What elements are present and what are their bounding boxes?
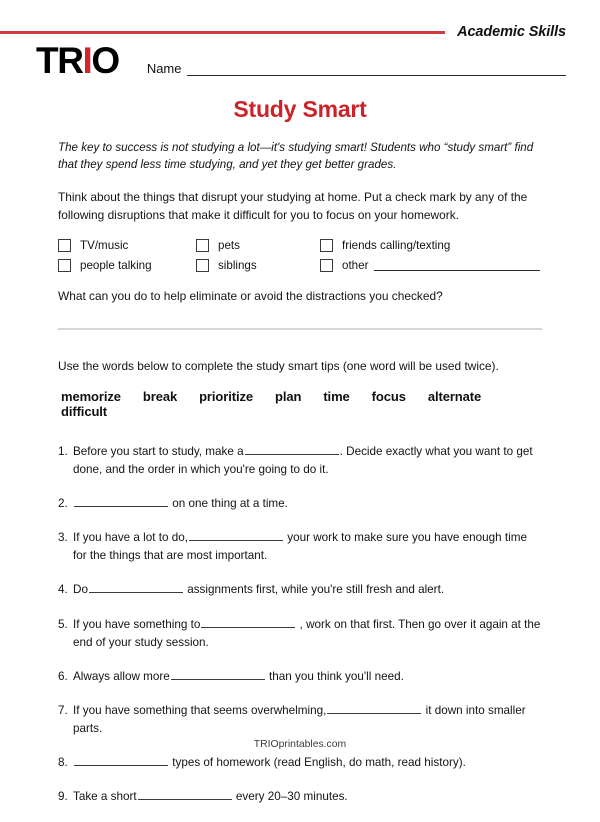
item-number: 2. (58, 497, 68, 510)
list-item (58, 443, 542, 479)
disruptions-checkbox-grid (58, 239, 542, 272)
item-number: 9. (58, 790, 68, 804)
answer-blank[interactable] (327, 702, 421, 714)
item-text-before: Take a short (73, 790, 137, 804)
header-red-rule (0, 31, 445, 34)
logo-text-i: I (82, 40, 92, 81)
item-text-after: on one thing at a time. (169, 497, 288, 510)
answer-blank[interactable] (89, 582, 183, 594)
list-item (58, 668, 542, 686)
answer-blank[interactable] (74, 495, 168, 507)
item-text (73, 788, 542, 806)
checkbox-item-pets[interactable] (196, 239, 320, 252)
answer-blank[interactable] (138, 789, 232, 801)
checkbox-item-siblings[interactable] (196, 259, 320, 272)
list-item (58, 788, 542, 806)
item-number: 6. (58, 669, 68, 683)
word-bank (58, 389, 542, 419)
item-text-after: your work to make sure you have enough time for the things that are most important. (73, 531, 527, 563)
checkbox-label: siblings (218, 259, 257, 273)
word-bank-item: memorize (61, 388, 121, 404)
category-label: Academic Skills (457, 24, 566, 40)
logo-and-name-row (36, 42, 566, 80)
item-number: 7. (58, 703, 68, 717)
fill-in-the-blank-list (58, 443, 542, 807)
checkbox-label: friends calling/texting (342, 239, 451, 253)
intro-paragraph: The key to success is not studying a lot—it's studying smart! Students who “study smart” find that they spend less time studying, and yet they get better grades. (58, 141, 534, 172)
item-text (73, 702, 542, 738)
checkbox-label: TV/music (80, 239, 129, 253)
page-header (0, 0, 600, 92)
list-item (58, 616, 542, 652)
item-text-before: If you have something that seems overwhelming, (73, 703, 327, 717)
list-item (58, 581, 542, 599)
wordbank-instructions: Use the words below to complete the study smart tips (one word will be used twice). (58, 358, 499, 373)
section-divider (58, 328, 542, 330)
item-number: 1. (58, 444, 68, 458)
header-rule-row (0, 24, 600, 40)
footer (0, 739, 600, 750)
answer-blank[interactable] (171, 668, 265, 680)
item-text-after: . Decide exactly what you want to get done, and the order in which you're going to do it. (73, 444, 533, 476)
list-item (58, 754, 542, 772)
name-label: Name (146, 61, 182, 76)
checkbox-label: pets (218, 239, 240, 253)
other-write-in-line[interactable] (374, 260, 540, 271)
instructions-paragraph: Think about the things that disrupt your studying at home. Put a check mark by any of the following disruptions that make it difficult for you to focus on your homework. (58, 190, 528, 223)
word-bank-item: plan (275, 388, 302, 404)
checkbox-icon[interactable] (58, 239, 71, 252)
answer-blank[interactable] (201, 616, 295, 628)
item-text-before: Before you start to study, make a (73, 444, 244, 458)
item-number: 4. (58, 583, 68, 597)
item-text-after: , work on that first. Then go over it again at the end of your study session. (73, 617, 541, 649)
item-text (73, 616, 542, 652)
checkbox-item-friends-calling-texting[interactable] (320, 239, 542, 252)
answer-blank[interactable] (189, 529, 283, 541)
word-bank-item: break (142, 388, 178, 404)
item-text-before: Always allow more (73, 669, 170, 683)
item-number: 8. (58, 756, 68, 770)
logo-text-o: O (91, 40, 119, 81)
word-bank-item: difficult (61, 403, 108, 419)
item-text (73, 529, 542, 565)
item-text-after: assignments first, while you're still fresh and alert. (183, 583, 445, 597)
checkbox-item-tv-music[interactable] (58, 239, 196, 252)
checkbox-icon[interactable] (320, 259, 333, 272)
worksheet-body (58, 96, 542, 822)
word-bank-item: time (323, 388, 350, 404)
item-text-after: than you think you'll need. (265, 669, 404, 683)
item-text-after: types of homework (read English, do math, read history). (169, 756, 466, 770)
answer-blank[interactable] (245, 443, 339, 455)
checkbox-icon[interactable] (320, 239, 333, 252)
trio-logo (36, 42, 119, 80)
name-field-group (119, 61, 566, 80)
item-text-before: If you have something to (73, 617, 201, 631)
name-write-in-line[interactable] (187, 63, 567, 76)
page-title: Study Smart (233, 96, 367, 122)
item-text (73, 754, 542, 772)
item-text-after: it down into smaller parts. (73, 703, 526, 735)
word-bank-item: focus (371, 388, 406, 404)
footer-site-label: TRIOprintables.com (253, 739, 347, 750)
item-text-before: Do (73, 583, 88, 597)
word-bank-item: prioritize (199, 388, 253, 404)
checkbox-icon[interactable] (58, 259, 71, 272)
list-item (58, 702, 542, 738)
checkbox-icon[interactable] (196, 239, 209, 252)
item-text-after: every 20–30 minutes. (232, 790, 348, 804)
checkbox-item-other[interactable] (320, 259, 542, 272)
logo-text-tr: TR (36, 40, 83, 81)
item-number: 3. (58, 531, 68, 545)
checkbox-icon[interactable] (196, 259, 209, 272)
list-item (58, 495, 542, 513)
open-response-question: What can you do to help eliminate or avoid the distractions you checked? (58, 289, 443, 304)
item-text-before: If you have a lot to do, (73, 531, 189, 545)
list-item (58, 529, 542, 565)
item-text (73, 495, 542, 513)
checkbox-item-people-talking[interactable] (58, 259, 196, 272)
checkbox-label: people talking (80, 259, 152, 273)
item-text (73, 443, 542, 479)
item-text (73, 581, 542, 599)
checkbox-label: other (342, 259, 369, 273)
item-number: 5. (58, 617, 68, 631)
word-bank-item: alternate (427, 388, 482, 404)
answer-blank[interactable] (74, 754, 168, 766)
item-text (73, 668, 542, 686)
